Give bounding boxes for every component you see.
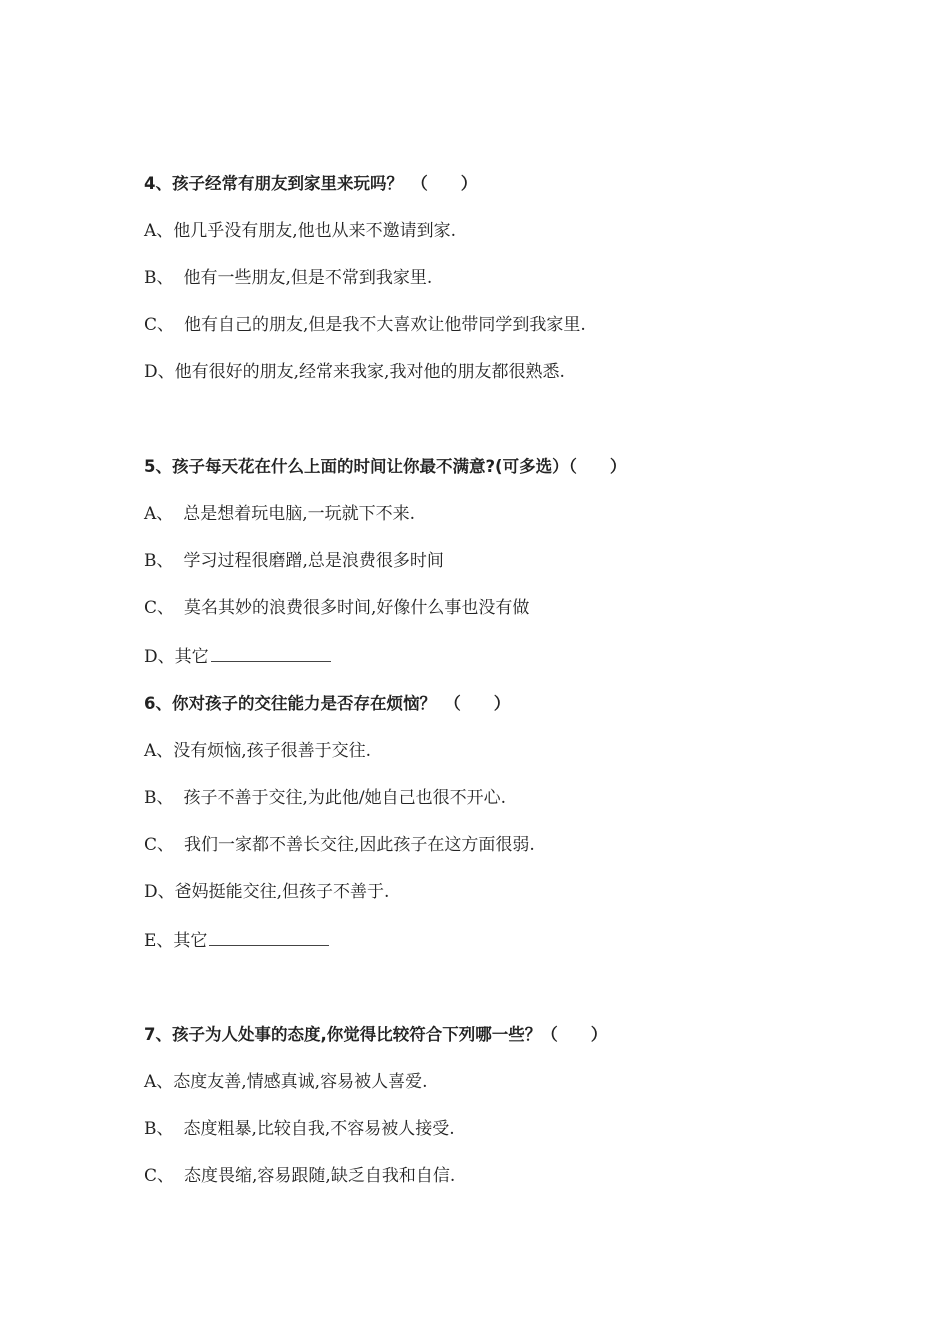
option-label: C、	[144, 315, 175, 335]
option-e	[144, 925, 904, 972]
option-label: C、	[144, 1166, 175, 1186]
option-text: 爸妈挺能交往,但孩子不善于.	[174, 882, 390, 902]
option-d	[144, 358, 904, 405]
option-text: 态度畏缩,容易跟随,缺乏自我和自信.	[184, 1166, 456, 1186]
option-text: 态度粗暴,比较自我,不容易被人接受.	[183, 1119, 455, 1139]
option-d	[144, 878, 904, 925]
option-text: 没有烦恼,孩子很善于交往.	[173, 741, 372, 761]
option-label: A、	[144, 504, 174, 524]
option-label: D、	[144, 647, 175, 667]
option-a	[144, 737, 904, 784]
option-c	[144, 311, 904, 358]
option-label: B、	[144, 1119, 174, 1139]
option-text: 其它	[173, 931, 208, 951]
option-text: 态度友善,情感真诚,容易被人喜爱.	[173, 1072, 428, 1092]
option-a	[144, 500, 904, 547]
question-4	[144, 170, 904, 405]
option-text: 莫名其妙的浪费很多时间,好像什么事也没有做	[184, 598, 530, 618]
option-b	[144, 264, 904, 311]
option-label: D、	[144, 362, 175, 382]
option-label: D、	[144, 882, 175, 902]
option-label: A、	[144, 1072, 174, 1092]
option-label: B、	[144, 268, 174, 288]
question-title: 4、孩子经常有朋友到家里来玩吗？ （ ）	[144, 174, 478, 193]
option-label: C、	[144, 598, 175, 618]
option-text: 他有一些朋友,但是不常到我家里.	[183, 268, 433, 288]
option-a	[144, 1068, 904, 1115]
option-text: 我们一家都不善长交往,因此孩子在这方面很弱.	[184, 835, 535, 855]
option-text: 其它	[174, 647, 209, 667]
answer-blank	[209, 925, 329, 946]
option-c	[144, 594, 904, 641]
option-text: 孩子不善于交往,为此他/她自己也很不开心.	[183, 788, 507, 808]
option-c	[144, 1162, 904, 1209]
question-title: 7、孩子为人处事的态度,你觉得比较符合下列哪一些？（ ）	[144, 1025, 608, 1044]
option-text: 他几乎没有朋友,他也从来不邀请到家.	[173, 221, 457, 241]
option-b	[144, 1115, 904, 1162]
option-b	[144, 547, 904, 594]
option-text: 学习过程很磨蹭,总是浪费很多时间	[183, 551, 444, 571]
question-7	[144, 1021, 904, 1209]
option-label: E、	[144, 931, 174, 951]
option-label: B、	[144, 788, 174, 808]
option-label: A、	[144, 221, 174, 241]
option-text: 他有很好的朋友,经常来我家,我对他的朋友都很熟悉.	[174, 362, 565, 382]
question-6	[144, 690, 904, 972]
answer-blank	[211, 641, 331, 662]
question-5	[144, 453, 904, 688]
option-a	[144, 217, 904, 264]
option-text: 他有自己的朋友,但是我不大喜欢让他带同学到我家里.	[184, 315, 586, 335]
option-text: 总是想着玩电脑,一玩就下不来.	[183, 504, 416, 524]
option-label: B、	[144, 551, 174, 571]
option-label: C、	[144, 835, 175, 855]
option-label: A、	[144, 741, 174, 761]
question-title: 6、你对孩子的交往能力是否存在烦恼？ （ ）	[144, 694, 511, 713]
option-c	[144, 831, 904, 878]
option-b	[144, 784, 904, 831]
question-title: 5、孩子每天花在什么上面的时间让你最不满意?(可多选）（ ）	[144, 457, 627, 476]
option-d	[144, 641, 904, 688]
